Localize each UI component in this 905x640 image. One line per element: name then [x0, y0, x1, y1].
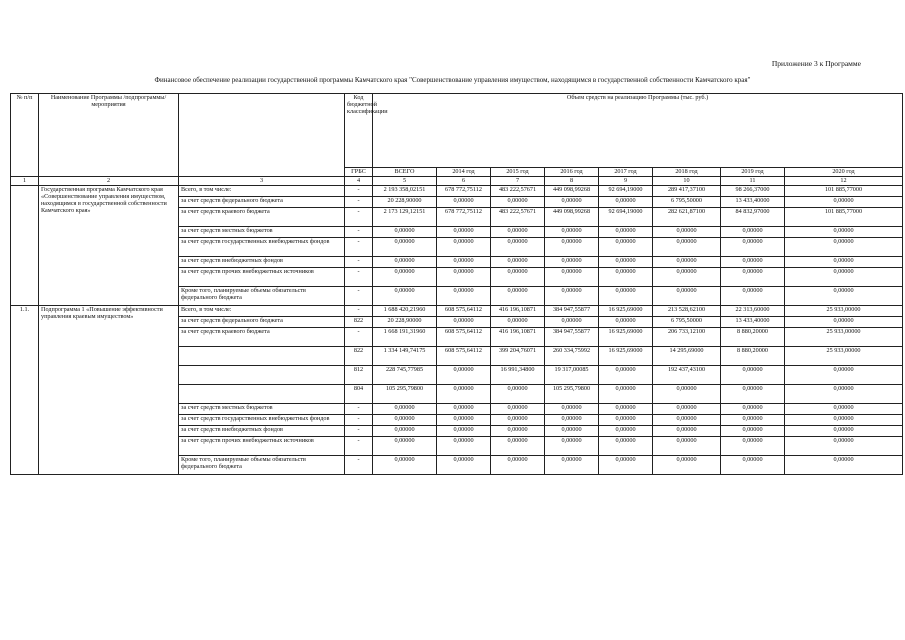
column-index: 10	[653, 177, 721, 186]
funding-source: за счет средств прочих внебюджетных источников	[179, 268, 345, 287]
amount-year: 25 933,00000	[785, 347, 903, 366]
funding-source: за счет средств внебюджетных фондов	[179, 426, 345, 437]
funding-source: за счет средств государственных внебюджетных фондов	[179, 415, 345, 426]
amount-total: 0,00000	[373, 257, 437, 268]
amount-year: 22 313,60000	[721, 306, 785, 317]
amount-year: 0,00000	[437, 238, 491, 257]
amount-year: 0,00000	[545, 227, 599, 238]
appendix-label: Приложение 3 к Программе	[771, 59, 861, 68]
column-index: 11	[721, 177, 785, 186]
amount-year: 0,00000	[437, 437, 491, 456]
funding-source: за счет средств прочих внебюджетных источников	[179, 437, 345, 456]
amount-year: 0,00000	[437, 268, 491, 287]
amount-year: 0,00000	[545, 456, 599, 475]
header-year: 2014 год	[437, 168, 491, 177]
amount-year: 0,00000	[437, 197, 491, 208]
amount-total: 0,00000	[373, 227, 437, 238]
amount-year: 0,00000	[785, 404, 903, 415]
header-source	[179, 94, 345, 177]
funding-source: за счет средств местных бюджетов	[179, 227, 345, 238]
amount-total: 0,00000	[373, 238, 437, 257]
grbs-code: 822	[345, 317, 373, 328]
amount-year: 192 437,43100	[653, 366, 721, 385]
amount-year: 0,00000	[437, 456, 491, 475]
column-index: 7	[491, 177, 545, 186]
amount-year: 0,00000	[785, 317, 903, 328]
amount-year: 0,00000	[599, 268, 653, 287]
amount-total: 2 193 358,02151	[373, 186, 437, 197]
amount-year: 384 947,55877	[545, 328, 599, 347]
amount-year: 8 880,20000	[721, 347, 785, 366]
amount-year: 0,00000	[437, 426, 491, 437]
amount-year: 0,00000	[653, 287, 721, 306]
amount-year: 0,00000	[785, 238, 903, 257]
amount-year: 0,00000	[545, 238, 599, 257]
amount-year: 0,00000	[599, 415, 653, 426]
column-index: 1	[11, 177, 39, 186]
column-index: 9	[599, 177, 653, 186]
funding-source: Всего, в том числе:	[179, 186, 345, 197]
amount-year: 6 795,50000	[653, 197, 721, 208]
amount-year: 0,00000	[437, 227, 491, 238]
amount-year: 0,00000	[653, 268, 721, 287]
amount-year: 0,00000	[599, 437, 653, 456]
amount-year: 16 925,69000	[599, 306, 653, 317]
amount-year: 483 222,57671	[491, 186, 545, 197]
amount-year: 0,00000	[599, 197, 653, 208]
amount-year: 0,00000	[545, 415, 599, 426]
amount-year: 0,00000	[653, 385, 721, 404]
funding-source: Всего, в том числе:	[179, 306, 345, 317]
grbs-code: 822	[345, 347, 373, 366]
amount-year: 8 880,20000	[721, 328, 785, 347]
amount-total: 2 173 129,12151	[373, 208, 437, 227]
amount-year: 449 098,99268	[545, 208, 599, 227]
amount-year: 98 266,37000	[721, 186, 785, 197]
grbs-code: -	[345, 426, 373, 437]
amount-total: 20 228,90000	[373, 197, 437, 208]
amount-year: 416 196,10871	[491, 306, 545, 317]
financing-table	[10, 93, 903, 475]
amount-total: 1 668 191,31960	[373, 328, 437, 347]
amount-year: 0,00000	[491, 317, 545, 328]
amount-year: 0,00000	[721, 426, 785, 437]
amount-total: 20 228,90000	[373, 317, 437, 328]
amount-total: 0,00000	[373, 287, 437, 306]
amount-year: 0,00000	[491, 437, 545, 456]
amount-year: 282 621,87100	[653, 208, 721, 227]
amount-year: 678 772,75112	[437, 186, 491, 197]
amount-year: 0,00000	[785, 385, 903, 404]
amount-year: 0,00000	[785, 287, 903, 306]
amount-year: 0,00000	[721, 404, 785, 415]
amount-year: 0,00000	[721, 238, 785, 257]
amount-total: 0,00000	[373, 437, 437, 456]
amount-year: 0,00000	[653, 415, 721, 426]
amount-year: 449 098,99268	[545, 186, 599, 197]
header-num: № п/п	[11, 94, 39, 177]
amount-year: 416 196,10871	[491, 328, 545, 347]
amount-year: 0,00000	[491, 415, 545, 426]
amount-year: 0,00000	[721, 287, 785, 306]
amount-year: 483 222,57671	[491, 208, 545, 227]
amount-year: 0,00000	[785, 197, 903, 208]
amount-year: 0,00000	[437, 317, 491, 328]
amount-year: 0,00000	[785, 257, 903, 268]
amount-year: 399 204,76071	[491, 347, 545, 366]
header-name: Наименование Программы /подпрограммы/ мероприятия	[39, 94, 179, 177]
amount-year: 0,00000	[599, 426, 653, 437]
amount-total: 105 295,79800	[373, 385, 437, 404]
amount-year: 105 295,79800	[545, 385, 599, 404]
amount-year: 0,00000	[491, 404, 545, 415]
amount-total: 0,00000	[373, 426, 437, 437]
amount-year: 14 295,69000	[653, 347, 721, 366]
funding-source: Кроме того, планируемые объемы обязательств федерального бюджета	[179, 456, 345, 475]
grbs-code: -	[345, 238, 373, 257]
column-index: 6	[437, 177, 491, 186]
amount-year: 0,00000	[491, 268, 545, 287]
grbs-code: -	[345, 306, 373, 317]
grbs-code: -	[345, 404, 373, 415]
amount-year: 0,00000	[599, 385, 653, 404]
grbs-code: -	[345, 186, 373, 197]
amount-year: 0,00000	[721, 227, 785, 238]
amount-year: 25 933,00000	[785, 306, 903, 317]
amount-year: 0,00000	[437, 287, 491, 306]
header-volume: Объем средств на реализацию Программы (тыс. руб.)	[373, 94, 903, 168]
amount-year: 0,00000	[491, 385, 545, 404]
amount-year: 0,00000	[785, 268, 903, 287]
column-index: 3	[179, 177, 345, 186]
amount-year: 0,00000	[491, 238, 545, 257]
grbs-code: -	[345, 227, 373, 238]
amount-year: 0,00000	[653, 456, 721, 475]
amount-year: 0,00000	[785, 415, 903, 426]
amount-year: 0,00000	[437, 385, 491, 404]
amount-year: 0,00000	[721, 268, 785, 287]
amount-year: 384 947,55877	[545, 306, 599, 317]
amount-year: 0,00000	[653, 257, 721, 268]
amount-total: 1 334 149,74175	[373, 347, 437, 366]
funding-source: за счет средств государственных внебюджетных фондов	[179, 238, 345, 257]
grbs-code: -	[345, 287, 373, 306]
program-name: Подпрограмма 1 «Повышение эффективности управления краевым имуществом»	[39, 306, 179, 475]
amount-year: 84 832,97000	[721, 208, 785, 227]
amount-year: 0,00000	[785, 426, 903, 437]
amount-year: 260 334,75992	[545, 347, 599, 366]
amount-year: 0,00000	[491, 287, 545, 306]
funding-source	[179, 347, 345, 366]
program-name: Государственная программа Камчатского края «Совершенствование управления имуществом, находящимся в государственной собственности Камчатского края»	[39, 186, 179, 306]
amount-total: 1 688 420,21960	[373, 306, 437, 317]
header-year: 2016 год	[545, 168, 599, 177]
grbs-code: -	[345, 415, 373, 426]
funding-source	[179, 385, 345, 404]
amount-year: 0,00000	[545, 197, 599, 208]
row-number	[11, 186, 39, 306]
amount-year: 92 694,19000	[599, 186, 653, 197]
funding-source: за счет средств краевого бюджета	[179, 328, 345, 347]
amount-year: 0,00000	[491, 197, 545, 208]
amount-year: 608 575,64112	[437, 328, 491, 347]
amount-total: 0,00000	[373, 404, 437, 415]
amount-year: 92 694,19000	[599, 208, 653, 227]
funding-source	[179, 366, 345, 385]
column-index: 12	[785, 177, 903, 186]
column-index: 5	[373, 177, 437, 186]
amount-year: 19 317,00085	[545, 366, 599, 385]
amount-year: 0,00000	[653, 238, 721, 257]
amount-total: 228 745,77985	[373, 366, 437, 385]
amount-year: 0,00000	[437, 257, 491, 268]
amount-year: 0,00000	[599, 404, 653, 415]
amount-year: 0,00000	[545, 287, 599, 306]
amount-year: 13 433,40000	[721, 317, 785, 328]
header-code: Код бюджетной классификации	[345, 94, 373, 168]
amount-year: 608 575,64112	[437, 347, 491, 366]
column-index: 2	[39, 177, 179, 186]
amount-year: 16 991,34800	[491, 366, 545, 385]
amount-year: 0,00000	[599, 317, 653, 328]
column-index-row	[11, 177, 903, 186]
amount-year: 0,00000	[491, 456, 545, 475]
funding-source: за счет средств федерального бюджета	[179, 197, 345, 208]
amount-year: 0,00000	[721, 257, 785, 268]
amount-year: 0,00000	[721, 415, 785, 426]
amount-year: 0,00000	[721, 366, 785, 385]
amount-year: 0,00000	[491, 227, 545, 238]
amount-year: 16 925,69000	[599, 328, 653, 347]
amount-year: 0,00000	[785, 366, 903, 385]
amount-year: 0,00000	[599, 257, 653, 268]
header-year: ВСЕГО	[373, 168, 437, 177]
grbs-code: 812	[345, 366, 373, 385]
amount-year: 0,00000	[491, 426, 545, 437]
amount-year: 101 885,77000	[785, 186, 903, 197]
column-index: 8	[545, 177, 599, 186]
amount-year: 101 885,77000	[785, 208, 903, 227]
amount-total: 0,00000	[373, 268, 437, 287]
amount-year: 0,00000	[437, 404, 491, 415]
funding-source: Кроме того, планируемые объемы обязательств федерального бюджета	[179, 287, 345, 306]
amount-year: 0,00000	[599, 456, 653, 475]
amount-year: 0,00000	[599, 227, 653, 238]
amount-year: 608 575,64112	[437, 306, 491, 317]
amount-total: 0,00000	[373, 456, 437, 475]
amount-year: 0,00000	[599, 366, 653, 385]
grbs-code: -	[345, 437, 373, 456]
table-row	[11, 306, 903, 317]
grbs-code: -	[345, 268, 373, 287]
grbs-code: -	[345, 328, 373, 347]
amount-year: 0,00000	[785, 227, 903, 238]
grbs-code: 804	[345, 385, 373, 404]
funding-source: за счет средств федерального бюджета	[179, 317, 345, 328]
amount-year: 6 795,50000	[653, 317, 721, 328]
amount-total: 0,00000	[373, 415, 437, 426]
amount-year: 0,00000	[721, 456, 785, 475]
column-index: 4	[345, 177, 373, 186]
document-title: Финансовое обеспечение реализации государственной программы Камчатского края "Совершенствование управления имуществом, находящимся в государственной собственности Камчатского края"	[154, 76, 751, 84]
header-grbs: ГРБС	[345, 168, 373, 177]
grbs-code: -	[345, 197, 373, 208]
amount-year: 25 933,00000	[785, 328, 903, 347]
amount-year: 0,00000	[491, 257, 545, 268]
amount-year: 0,00000	[545, 257, 599, 268]
amount-year: 0,00000	[599, 287, 653, 306]
funding-source: за счет средств краевого бюджета	[179, 208, 345, 227]
header-year: 2019 год	[721, 168, 785, 177]
header-year: 2018 год	[653, 168, 721, 177]
header-year: 2020 год	[785, 168, 903, 177]
amount-year: 0,00000	[599, 238, 653, 257]
amount-year: 289 417,37100	[653, 186, 721, 197]
amount-year: 0,00000	[545, 317, 599, 328]
amount-year: 0,00000	[653, 404, 721, 415]
amount-year: 0,00000	[785, 437, 903, 456]
amount-year: 0,00000	[437, 366, 491, 385]
grbs-code: -	[345, 257, 373, 268]
amount-year: 213 528,62100	[653, 306, 721, 317]
amount-year: 0,00000	[653, 437, 721, 456]
funding-source: за счет средств местных бюджетов	[179, 404, 345, 415]
amount-year: 0,00000	[721, 437, 785, 456]
amount-year: 0,00000	[785, 456, 903, 475]
header-year: 2015 год	[491, 168, 545, 177]
amount-year: 0,00000	[653, 426, 721, 437]
row-number: 1.1.	[11, 306, 39, 475]
grbs-code: -	[345, 208, 373, 227]
amount-year: 0,00000	[437, 415, 491, 426]
table-row	[11, 186, 903, 197]
grbs-code: -	[345, 456, 373, 475]
amount-year: 16 925,69000	[599, 347, 653, 366]
amount-year: 0,00000	[545, 426, 599, 437]
amount-year: 0,00000	[545, 268, 599, 287]
amount-year: 206 733,12100	[653, 328, 721, 347]
amount-year: 13 433,40000	[721, 197, 785, 208]
amount-year: 0,00000	[545, 437, 599, 456]
header-year: 2017 год	[599, 168, 653, 177]
amount-year: 678 772,75112	[437, 208, 491, 227]
amount-year: 0,00000	[545, 404, 599, 415]
amount-year: 0,00000	[653, 227, 721, 238]
amount-year: 0,00000	[721, 385, 785, 404]
funding-source: за счет средств внебюджетных фондов	[179, 257, 345, 268]
